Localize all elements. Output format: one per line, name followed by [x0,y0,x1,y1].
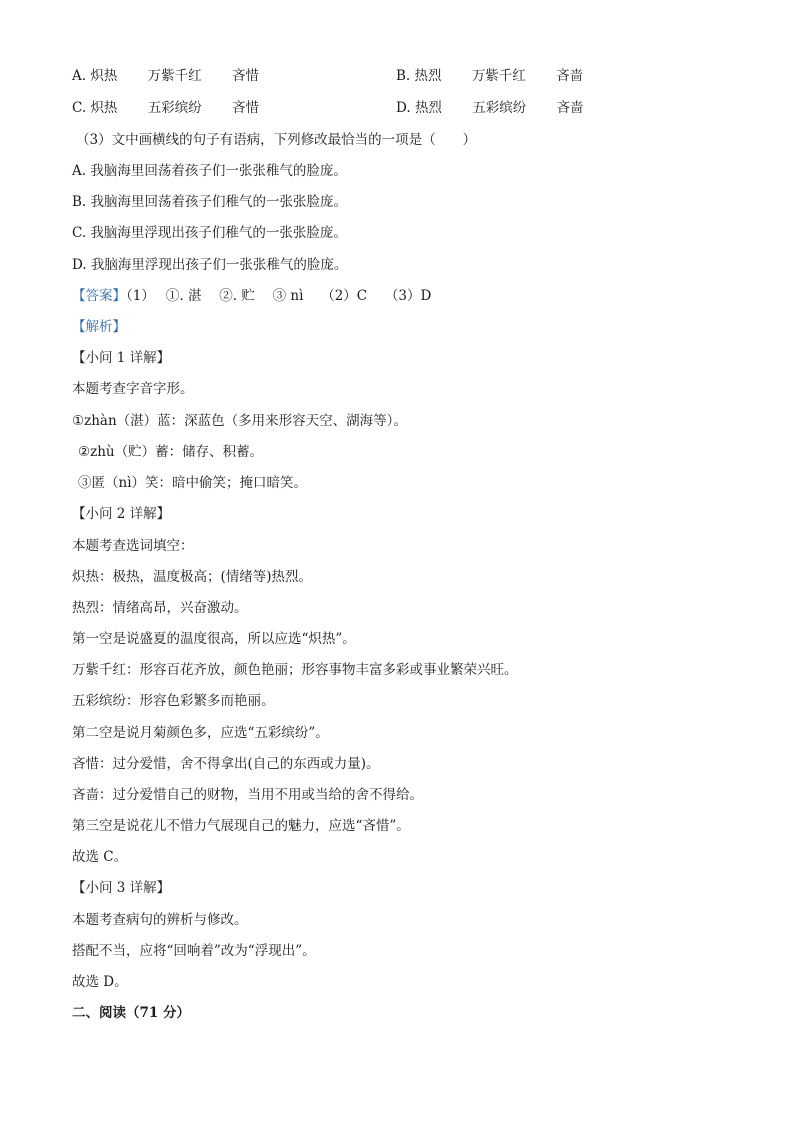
option-word: 吝惜 [232,100,260,116]
analysis-line: 炽热：极热，温度极高；(情绪等)热烈。 [72,569,313,585]
option-word: 热烈 [414,68,442,84]
subquestion-1-heading: 【小问 1 详解】 [72,350,171,366]
option-word: 五彩缤纷 [472,100,527,116]
subquestion-2-heading: 【小问 2 详解】 [72,506,171,522]
analysis-line: ①zhàn（湛）蓝：深蓝色（多用来形容天空、湖海等）。 [72,413,407,429]
q3-option-d: D. 我脑海里浮现出孩子们一张张稚气的脸庞。 [72,257,348,273]
option-word: 炽热 [90,68,118,84]
analysis-line: 吝惜：过分爱惜，舍不得拿出(自己的东西或力量)。 [72,756,380,772]
option-a-row [72,67,259,85]
subquestion-3-heading: 【小问 3 详解】 [72,880,171,896]
option-letter: A. [72,68,87,84]
option-letter: C. [72,100,87,116]
answer-text: （1） ①. 湛 ②. 贮 ③ nì （2）C （3）D [126,288,432,304]
analysis-line: 本题考查字音字形。 [72,381,194,397]
option-word: 炽热 [90,100,118,116]
section-heading: 二、阅读（71 分） [72,1005,190,1021]
analysis-line: 五彩缤纷：形容色彩繁多而艳丽。 [72,693,275,709]
option-word: 热烈 [414,100,442,116]
option-word: 吝啬 [556,100,584,116]
option-word: 万紫千红 [471,68,526,84]
analysis-line: 第一空是说盛夏的温度很高，所以应选“炽热”。 [72,631,356,647]
question-3-stem: （3）文中画横线的句子有语病，下列修改最恰当的一项是（ ） [76,132,477,148]
q3-option-c: C. 我脑海里浮现出孩子们稚气的一张张脸庞。 [72,225,347,241]
option-c-row [72,99,259,117]
q3-option-b: B. 我脑海里回荡着孩子们稚气的一张张脸庞。 [72,194,348,210]
analysis-line: 万紫千红：形容百花齐放，颜色艳丽；形容事物丰富多彩或事业繁荣兴旺。 [72,662,518,678]
option-b-row [396,67,583,85]
analysis-line: 故选 C。 [72,849,128,865]
analysis-line: ②zhù（贮）蓄：储存、积蓄。 [78,444,264,460]
q3-option-a: A. 我脑海里回荡着孩子们一张张稚气的脸庞。 [72,163,347,179]
option-word: 吝啬 [556,68,584,84]
answer-tag: 【答案】 [72,288,126,304]
analysis-line: 热烈：情绪高昂，兴奋激动。 [72,600,248,616]
analysis-line: ③匿（nì）笑：暗中偷笑；掩口暗笑。 [78,475,308,491]
analysis-line: 本题考查选词填空： [72,538,194,554]
analysis-line: 吝啬：过分爱惜自己的财物，当用不用或当给的舍不得给。 [72,787,423,803]
option-word: 五彩缤纷 [147,100,202,116]
option-letter: D. [396,100,411,116]
analysis-line: 本题考查病句的辨析与修改。 [72,912,248,928]
option-letter: B. [396,68,411,84]
analysis-line: 故选 D。 [72,974,128,990]
option-d-row [396,99,584,117]
option-word: 吝惜 [231,68,259,84]
analysis-tag: 【解析】 [72,319,126,335]
analysis-line: 第二空是说月菊颜色多，应选“五彩缤纷”。 [72,725,329,741]
answer-line [72,287,431,305]
analysis-line: 搭配不当，应将“回响着”改为“浮现出”。 [72,943,316,959]
analysis-line: 第三空是说花儿不惜力气展现自己的魅力，应选“吝惜”。 [72,818,410,834]
option-word: 万紫千红 [147,68,202,84]
